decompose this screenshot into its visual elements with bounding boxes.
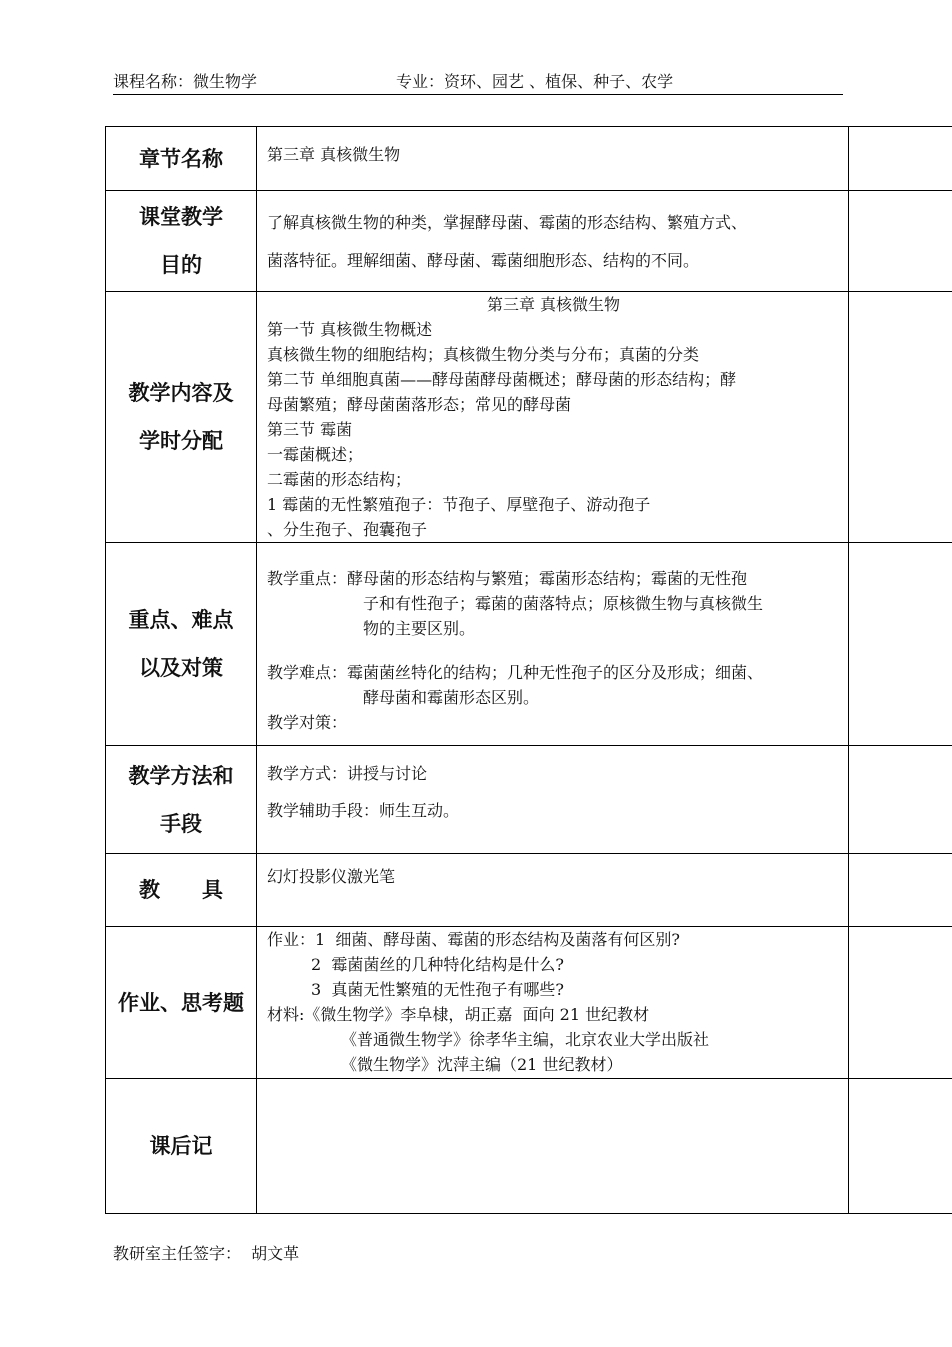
focus-label: 重点、难点 以及对策 — [106, 543, 257, 746]
homework-question: 作业：1 细菌、酵母菌、霉菌的形态结构及菌落有何区别? — [267, 930, 680, 949]
content-line: 1 霉菌的无性繁殖孢子：节孢子、厚壁孢子、游动孢子 — [267, 495, 651, 514]
reading-material: 《微生物学》沈萍主编（21 世纪教材） — [341, 1055, 623, 1074]
reading-material: 材料:《微生物学》李阜棣，胡正嘉 面向 21 世纪教材 — [267, 1005, 650, 1024]
difficulty-line: 教学难点：霉菌菌丝特化的结构；几种无性孢子的区分及形成；细菌、 — [267, 663, 764, 682]
content-line: 、分生孢子、孢囊孢子 — [267, 520, 428, 539]
goal-line-1: 了解真核微生物的种类，掌握酵母菌、霉菌的形态结构、繁殖方式、 — [267, 213, 748, 232]
homework-question: 3 真菌无性繁殖的无性孢子有哪些? — [311, 980, 564, 999]
notes-content — [257, 1079, 849, 1214]
goal-label: 课堂教学 目的 — [106, 191, 257, 292]
chapter-side-cell — [849, 127, 952, 191]
homework-label: 作业、思考题 — [106, 927, 257, 1079]
method-content — [257, 746, 849, 854]
major-list: 专业：资环、园艺 、植保、种子、农学 — [396, 72, 674, 91]
goal-side-cell — [849, 191, 952, 292]
tools-side-cell — [849, 854, 952, 927]
tools-text: 幻灯投影仪激光笔 — [267, 867, 396, 886]
content-label: 教学内容及 学时分配 — [106, 292, 257, 543]
focus-content — [257, 543, 849, 746]
chapter-content — [257, 127, 849, 191]
method-line: 教学方式：讲授与讨论 — [267, 764, 428, 783]
key-points-line: 子和有性孢子；霉菌的菌落特点；原核微生物与真核微生 — [363, 594, 764, 613]
difficulty-line: 酵母菌和霉菌形态区别。 — [363, 688, 540, 707]
chapter-label: 章节名称 — [106, 127, 257, 191]
content-side-cell — [849, 292, 952, 543]
content-line: 第一节 真核微生物概述 — [267, 320, 433, 339]
reading-material: 《普通微生物学》徐孝华主编，北京农业大学出版社 — [341, 1030, 710, 1049]
course-name: 课程名称：微生物学 — [113, 72, 258, 91]
lesson-plan-table — [105, 126, 952, 1214]
notes-label: 课后记 — [106, 1079, 257, 1214]
strategy-line: 教学对策： — [267, 713, 348, 732]
goal-content — [257, 191, 849, 292]
homework-side-cell — [849, 927, 952, 1079]
chapter-title: 第三章 真核微生物 — [267, 145, 401, 164]
key-points-line: 教学重点：酵母菌的形态结构与繁殖；霉菌形态结构；霉菌的无性孢 — [267, 569, 748, 588]
homework-question: 2 霉菌菌丝的几种特化结构是什么? — [311, 955, 564, 974]
page-header — [113, 72, 843, 95]
method-line: 教学辅助手段：师生互动。 — [267, 801, 460, 820]
content-line: 母菌繁殖；酵母菌菌落形态；常见的酵母菌 — [267, 395, 572, 414]
homework-content — [257, 927, 849, 1079]
method-side-cell — [849, 746, 952, 854]
content-line: 真核微生物的细胞结构；真核微生物分类与分布；真菌的分类 — [267, 345, 700, 364]
method-label: 教学方法和 手段 — [106, 746, 257, 854]
tools-label: 教 具 — [106, 854, 257, 927]
notes-side-cell — [849, 1079, 952, 1214]
tools-content — [257, 854, 849, 927]
content-line: 二霉菌的形态结构； — [267, 470, 412, 489]
content-line: 第二节 单细胞真菌——酵母菌酵母菌概述；酵母菌的形态结构；酵 — [267, 370, 737, 389]
content-content — [257, 292, 849, 543]
content-line: 第三节 霉菌 — [267, 420, 353, 439]
key-points-line: 物的主要区别。 — [363, 619, 476, 638]
content-line: 一霉菌概述； — [267, 445, 364, 464]
goal-line-2: 菌落特征。理解细菌、酵母菌、霉菌细胞形态、结构的不同。 — [267, 251, 700, 270]
director-signature: 教研室主任签字： 胡文革 — [113, 1244, 300, 1263]
focus-side-cell — [849, 543, 952, 746]
content-title: 第三章 真核微生物 — [486, 295, 621, 314]
